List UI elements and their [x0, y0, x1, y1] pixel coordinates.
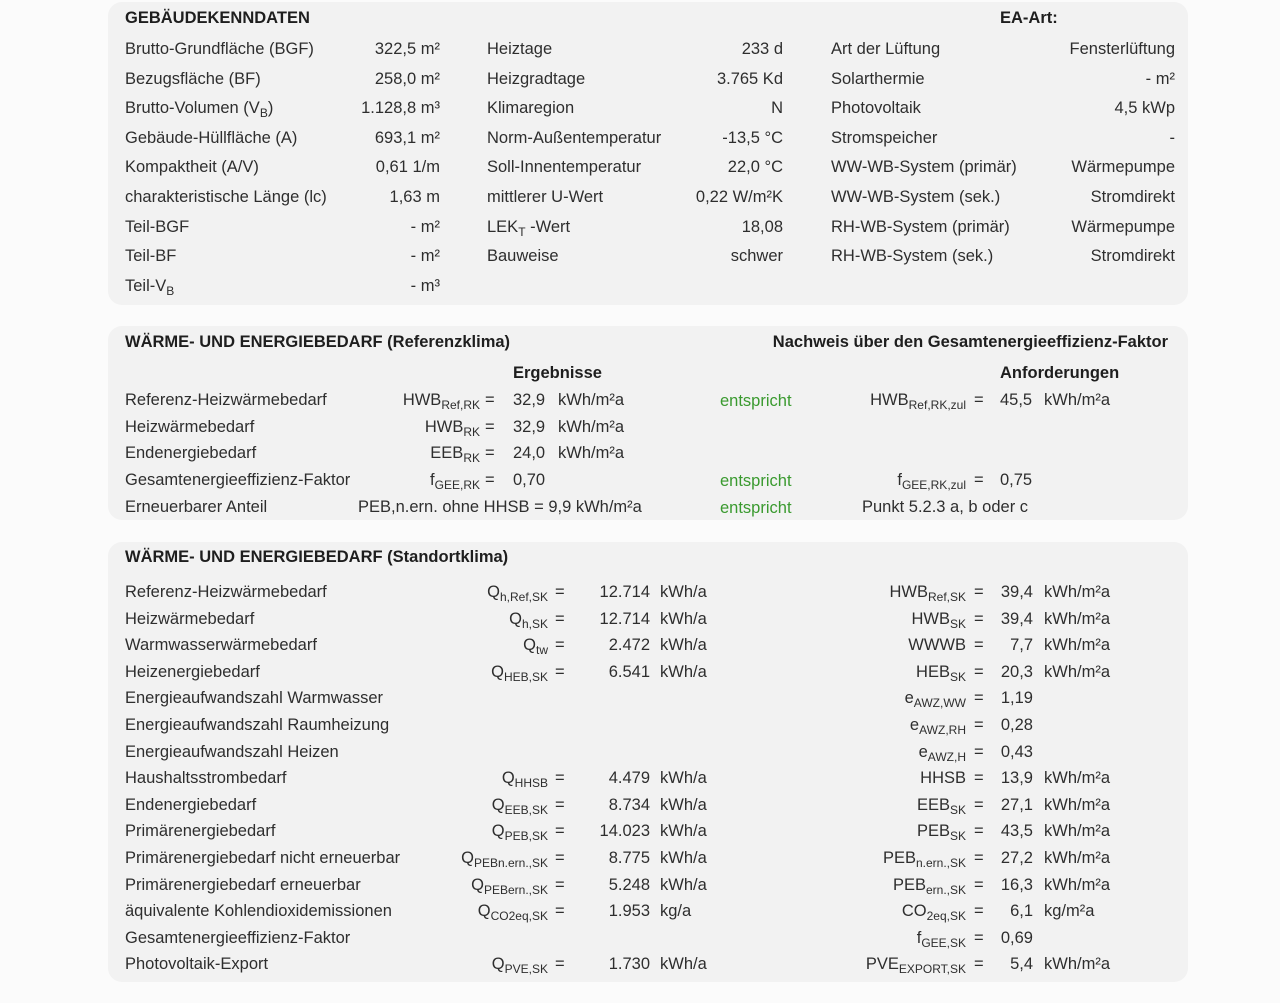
equals-sign: = [974, 769, 984, 788]
symbol-base: HWB [889, 583, 928, 601]
row-label [487, 69, 585, 89]
symbol-base: Q [477, 902, 491, 921]
result-symbol [425, 417, 480, 442]
absolute-value: 12.714 [599, 583, 650, 601]
row-value: 4,5 kWp [1114, 99, 1175, 118]
label-text: mittlerer U-Wert [487, 188, 604, 206]
symbol-base: WWWB [908, 636, 966, 655]
row-label: Endenergiebedarf [125, 795, 257, 814]
label-subscript: T [518, 224, 526, 239]
row-label [125, 39, 314, 59]
row-label [125, 157, 259, 177]
row-value: 0,61 1/m [375, 158, 440, 177]
absolute-value: 1.730 [608, 955, 650, 974]
row-label [831, 246, 993, 266]
row-label: Endenergiebedarf [125, 444, 257, 463]
equals-sign: = [485, 417, 495, 436]
row-label: Haushaltsstrombedarf [125, 769, 287, 788]
section-title: WÄRME- UND ENERGIEBEDARF (Referenzklima) [125, 333, 511, 351]
specific-symbol [910, 715, 966, 740]
specific-symbol [883, 848, 966, 873]
symbol-base: HWB [911, 609, 950, 628]
symbol-subscript: GEE,RK,zul [901, 478, 966, 493]
row-value: -13,5 °C [722, 128, 783, 147]
specific-value: 0,43 [1000, 742, 1033, 761]
symbol-subscript: CO2eq,SK [490, 909, 548, 924]
row-label: Primärenergiebedarf nicht erneuerbar [125, 849, 401, 867]
row-label [487, 39, 552, 59]
symbol-base: HWB [402, 391, 442, 409]
specific-symbol [917, 821, 966, 846]
label-text: Gebäude-Hüllfläche (A) [125, 128, 298, 147]
row-value: 233 d [741, 40, 783, 58]
equals-sign: = [555, 662, 565, 681]
symbol-subscript: RK [463, 451, 480, 466]
nachweis-title: Nachweis über den Gesamtenergieeffizienz-Faktor [772, 333, 1168, 351]
row-label: Referenz-Heizwärmebedarf [125, 391, 327, 409]
row-label [125, 217, 189, 237]
row-label: Energieaufwandszahl Heizen [125, 742, 339, 761]
symbol-base: e [909, 716, 920, 734]
label-text: RH-WB-System (sek.) [831, 247, 994, 266]
absolute-value: 1.953 [608, 902, 650, 921]
symbol-subscript: h,SK [521, 616, 548, 631]
symbol-base: PEB [916, 822, 950, 841]
requirement-symbol [870, 390, 966, 415]
label-text: Kompaktheit (A/V) [125, 158, 259, 177]
specific-symbol [908, 635, 966, 655]
row-label: Gesamtenergieeffizienz-Faktor [125, 928, 351, 947]
equals-sign: = [974, 902, 984, 921]
row-label: Photovoltaik-Export [125, 955, 269, 974]
symbol-subscript: 2eq,SK [926, 909, 966, 924]
label-text: LEK [487, 217, 519, 236]
row-label [125, 246, 176, 266]
row-label: Gesamtenergieeffizienz-Faktor [125, 471, 351, 490]
symbol-base: f [916, 928, 922, 947]
symbol-subscript: AWZ,RH [919, 723, 966, 737]
row-value: - m³ [410, 276, 440, 295]
symbol-base: Q [501, 769, 515, 788]
symbol-base: f [430, 471, 435, 490]
absolute-value: 8.734 [608, 795, 650, 814]
absolute-symbol [509, 609, 548, 634]
status-entspricht: entspricht [720, 392, 792, 410]
symbol-subscript: EXPORT,SK [898, 962, 966, 977]
label-text: Klimaregion [487, 99, 575, 118]
result-value: 32,9 [513, 417, 546, 436]
symbol-base: Q [491, 795, 505, 814]
equals-sign: = [485, 391, 495, 409]
symbol-subscript: GEE,RK [434, 478, 480, 493]
specific-value: 1,19 [1000, 689, 1033, 708]
symbol-subscript: n.ern.,SK [915, 856, 966, 870]
absolute-value: 14.023 [599, 822, 650, 841]
label-text: Norm-Außentemperatur [487, 128, 662, 147]
row-label: Referenz-Heizwärmebedarf [125, 583, 327, 601]
symbol-base: e [918, 742, 928, 761]
row-value: Stromdirekt [1090, 188, 1175, 206]
row-label [831, 98, 921, 118]
symbol-subscript: SK [949, 669, 966, 684]
absolute-unit: kg/a [660, 902, 692, 921]
specific-symbol [920, 768, 966, 788]
requirement-text: Punkt 5.2.3 a, b oder c [862, 497, 1029, 516]
row-label: Heizenergiebedarf [125, 662, 260, 681]
absolute-symbol [492, 954, 548, 979]
row-label: Primärenergiebedarf [125, 822, 276, 841]
symbol-subscript: Ref,RK,zul [908, 398, 966, 412]
symbol-base: PEB [892, 875, 926, 894]
row-value: 3.765 Kd [716, 69, 783, 88]
equals-sign: = [974, 955, 984, 974]
symbol-base: Q [523, 636, 536, 655]
absolute-value: 5.248 [608, 875, 650, 894]
row-label [125, 69, 261, 89]
specific-symbol [917, 795, 966, 820]
specific-unit: kWh/m²a [1044, 662, 1110, 681]
specific-symbol [889, 582, 966, 607]
symbol-subscript: PEB,SK [504, 829, 548, 844]
label-text: Teil-BF [125, 247, 177, 266]
symbol-subscript: Ref,RK [441, 398, 480, 412]
equals-sign: = [974, 391, 984, 409]
equals-sign: = [555, 875, 565, 894]
specific-value: 13,9 [1000, 769, 1033, 788]
row-value: - m² [410, 217, 440, 236]
symbol-subscript: SK [949, 616, 966, 631]
specific-symbol [917, 928, 966, 953]
gebaeudekenndaten-panel [108, 2, 1188, 305]
label-text: Photovoltaik [831, 99, 921, 118]
absolute-symbol [487, 582, 548, 607]
specific-unit: kWh/m²a [1044, 875, 1110, 894]
equals-sign: = [555, 902, 565, 921]
absolute-symbol [502, 768, 548, 793]
label-text: Bezugsfläche (BF) [125, 69, 261, 88]
row-label [487, 187, 603, 207]
specific-unit: kWh/m²a [1044, 849, 1110, 867]
specific-value: 27,1 [1000, 795, 1033, 814]
row-value: Fensterlüftung [1069, 40, 1175, 58]
label-end: ) [267, 99, 274, 118]
ea-art-label: EA-Art: [1000, 9, 1058, 27]
row-label [831, 128, 937, 148]
result-value: 0,70 [513, 471, 546, 490]
requirement-value: 0,75 [1000, 471, 1033, 490]
row-label [125, 187, 327, 207]
absolute-symbol [491, 662, 548, 687]
row-label [125, 276, 174, 301]
requirement-symbol [897, 470, 966, 495]
row-value: 18,08 [741, 217, 783, 236]
equals-sign: = [974, 689, 984, 708]
row-value: - m² [1145, 69, 1175, 88]
row-label [487, 157, 641, 177]
symbol-subscript: tw [536, 643, 548, 658]
label-text: Solarthermie [831, 69, 925, 88]
symbol-base: EEB [430, 444, 464, 463]
symbol-subscript: PEBn.ern.,SK [473, 856, 548, 870]
label-text: Bauweise [487, 247, 559, 266]
label-text: Teil-BGF [125, 217, 190, 236]
absolute-unit: kWh/a [660, 662, 707, 681]
result-symbol [430, 443, 480, 468]
specific-symbol [905, 688, 966, 713]
row-label [125, 128, 297, 148]
symbol-base: Q [509, 609, 522, 628]
row-value: schwer [730, 247, 783, 266]
result-value: 24,0 [513, 444, 546, 463]
row-label [487, 246, 559, 266]
absolute-symbol [461, 848, 548, 873]
label-text: Art der Lüftung [831, 40, 941, 58]
symbol-subscript: Ref,SK [927, 590, 966, 604]
specific-symbol [866, 954, 966, 979]
absolute-value: 2.472 [608, 636, 650, 655]
specific-value: 39,4 [1000, 583, 1033, 601]
row-value: 1,63 m [389, 188, 440, 206]
absolute-unit: kWh/a [660, 822, 707, 841]
specific-unit: kWh/m²a [1044, 609, 1110, 628]
status-entspricht: entspricht [720, 472, 792, 491]
symbol-subscript: EEB,SK [504, 802, 548, 817]
symbol-base: CO [901, 902, 927, 921]
symbol-subscript: ern.,SK [925, 882, 966, 897]
row-value: Wärmepumpe [1071, 217, 1175, 236]
row-label [487, 217, 570, 242]
absolute-symbol [492, 821, 548, 846]
specific-unit: kWh/m²a [1044, 769, 1110, 788]
symbol-base: f [897, 471, 902, 490]
symbol-subscript: h,Ref,SK [499, 590, 548, 604]
label-subscript: B [166, 283, 175, 298]
section-title: WÄRME- UND ENERGIEBEDARF (Standortklima) [125, 548, 509, 566]
specific-value: 0,28 [1000, 716, 1033, 734]
equals-sign: = [555, 822, 565, 841]
specific-unit: kWh/m²a [1044, 583, 1110, 601]
symbol-base: Q [487, 583, 500, 601]
absolute-value: 8.775 [608, 849, 650, 867]
row-value: N [771, 99, 783, 118]
absolute-unit: kWh/a [660, 955, 707, 974]
label-text: WW-WB-System (sek.) [831, 188, 1001, 206]
label-text: Heiztage [487, 40, 553, 58]
row-result-text: PEB,n.ern. ohne HHSB = 9,9 kWh/m²a [358, 497, 642, 516]
equals-sign: = [974, 928, 984, 947]
result-unit: kWh/m²a [558, 444, 624, 463]
specific-symbol [919, 742, 966, 767]
row-value: 258,0 m² [374, 69, 440, 88]
equals-sign: = [485, 471, 495, 490]
row-label [831, 69, 925, 89]
equals-sign: = [974, 875, 984, 894]
status-entspricht: entspricht [720, 498, 792, 517]
symbol-base: EEB [916, 795, 950, 814]
label-text: Soll-Innentemperatur [487, 158, 642, 177]
equals-sign: = [974, 822, 984, 841]
equals-sign: = [974, 742, 984, 761]
symbol-subscript: HEB,SK [503, 669, 548, 684]
result-value: 32,9 [513, 391, 546, 409]
specific-symbol [893, 875, 966, 900]
label-text: charakteristische Länge (lc) [125, 188, 327, 206]
absolute-symbol [471, 875, 548, 900]
absolute-symbol [523, 635, 548, 660]
symbol-subscript: GEE,SK [921, 935, 966, 950]
row-value: 22,0 °C [727, 158, 783, 177]
equals-sign: = [974, 583, 984, 601]
section-title: GEBÄUDEKENNDATEN [125, 9, 310, 27]
row-value: 322,5 m² [374, 40, 440, 58]
equals-sign: = [974, 849, 984, 867]
row-label: Energieaufwandszahl Warmwasser [125, 689, 383, 708]
row-label [125, 98, 273, 123]
label-text: Heizgradtage [487, 69, 586, 88]
row-label: Heizwärmebedarf [125, 609, 255, 628]
row-value: 0,22 W/m²K [695, 188, 783, 206]
label-text: Brutto-Grundfläche (BGF) [125, 40, 314, 58]
ergebnisse-header: Ergebnisse [513, 364, 602, 382]
equals-sign: = [974, 609, 984, 628]
equals-sign: = [974, 636, 984, 655]
absolute-unit: kWh/a [660, 609, 707, 628]
requirement-unit: kWh/m²a [1044, 391, 1110, 409]
symbol-subscript: SK [949, 829, 966, 844]
row-label: Heizwärmebedarf [125, 417, 255, 436]
absolute-symbol [478, 901, 548, 926]
specific-unit: kWh/m²a [1044, 822, 1110, 841]
row-value: 693,1 m² [374, 128, 440, 147]
symbol-subscript: HHSB [514, 776, 548, 791]
row-label: äquivalente Kohlendioxidemissionen [125, 902, 392, 921]
absolute-unit: kWh/a [660, 583, 707, 601]
row-value: 1.128,8 m³ [361, 99, 440, 118]
absolute-unit: kWh/a [660, 795, 707, 814]
specific-unit: kg/m²a [1044, 902, 1095, 921]
row-label: Warmwasserwärmebedarf [125, 636, 317, 655]
equals-sign: = [555, 583, 565, 601]
absolute-symbol [492, 795, 548, 820]
symbol-base: HWB [424, 417, 464, 436]
specific-unit: kWh/m²a [1044, 636, 1110, 655]
label-text: Stromspeicher [831, 128, 938, 147]
label-text: Brutto-Volumen (V [125, 99, 260, 118]
equals-sign: = [974, 795, 984, 814]
absolute-unit: kWh/a [660, 636, 707, 655]
label-end: -Wert [525, 217, 571, 236]
symbol-base: HWB [870, 391, 909, 409]
specific-unit: kWh/m²a [1044, 795, 1110, 814]
absolute-value: 4.479 [608, 769, 650, 788]
symbol-subscript: PVE,SK [504, 962, 548, 977]
specific-value: 39,4 [1000, 609, 1033, 628]
row-label [831, 157, 1017, 177]
symbol-base: Q [491, 662, 504, 681]
symbol-base: Q [471, 875, 484, 894]
requirement-value: 45,5 [1000, 391, 1033, 409]
specific-unit: kWh/m²a [1044, 955, 1110, 974]
equals-sign: = [555, 636, 565, 655]
row-label [831, 187, 1000, 207]
absolute-unit: kWh/a [660, 875, 707, 894]
equals-sign: = [974, 662, 984, 681]
label-text: WW-WB-System (primär) [831, 158, 1017, 177]
row-value: Wärmepumpe [1071, 158, 1175, 177]
symbol-base: PEB [882, 849, 916, 867]
symbol-base: Q [491, 955, 505, 974]
equals-sign: = [974, 471, 984, 490]
row-value: Stromdirekt [1090, 247, 1175, 266]
standortklima-panel [108, 542, 1188, 982]
specific-value: 43,5 [1000, 822, 1033, 841]
symbol-subscript: AWZ,H [927, 749, 966, 764]
result-unit: kWh/m²a [558, 417, 624, 436]
equals-sign: = [555, 609, 565, 628]
equals-sign: = [555, 769, 565, 788]
row-value: - [1169, 128, 1175, 147]
absolute-unit: kWh/a [660, 849, 707, 867]
specific-value: 6,1 [1010, 902, 1033, 921]
label-text: Teil-V [125, 276, 167, 295]
specific-value: 0,69 [1000, 928, 1033, 947]
result-symbol [430, 470, 480, 495]
specific-symbol [902, 901, 966, 926]
symbol-base: HEB [916, 662, 950, 681]
row-label: Erneuerbarer Anteil [125, 497, 268, 516]
referenzklima-panel [108, 326, 1188, 520]
symbol-subscript: PEBern.,SK [483, 882, 548, 897]
absolute-value: 12.714 [599, 609, 650, 628]
equals-sign: = [555, 795, 565, 814]
row-label [831, 217, 1010, 237]
symbol-base: PVE [865, 955, 899, 974]
equals-sign: = [974, 716, 984, 734]
label-text: RH-WB-System (primär) [831, 217, 1010, 236]
equals-sign: = [555, 955, 565, 974]
specific-value: 27,2 [1000, 849, 1033, 867]
specific-value: 7,7 [1010, 636, 1033, 655]
row-label [831, 39, 940, 59]
symbol-base: Q [461, 849, 474, 867]
specific-symbol [911, 609, 966, 634]
row-label: Energieaufwandszahl Raumheizung [125, 716, 390, 734]
symbol-subscript: AWZ,WW [913, 696, 966, 711]
equals-sign: = [485, 444, 495, 463]
symbol-base: HHSB [920, 769, 966, 788]
label-subscript: B [259, 106, 268, 121]
row-label: Primärenergiebedarf erneuerbar [125, 875, 361, 894]
absolute-value: 6.541 [608, 662, 650, 681]
specific-value: 16,3 [1000, 875, 1033, 894]
anforderungen-header: Anforderungen [1000, 364, 1120, 382]
absolute-unit: kWh/a [660, 769, 707, 788]
symbol-subscript: SK [949, 802, 966, 817]
row-value: - m² [410, 247, 440, 266]
result-symbol [403, 390, 480, 415]
specific-value: 20,3 [1000, 662, 1033, 681]
equals-sign: = [555, 849, 565, 867]
symbol-base: e [904, 689, 914, 708]
symbol-subscript: RK [463, 424, 480, 439]
specific-symbol [916, 662, 966, 687]
row-label [487, 128, 661, 148]
symbol-base: Q [491, 822, 505, 841]
row-label [487, 98, 574, 118]
result-unit: kWh/m²a [558, 391, 624, 409]
specific-value: 5,4 [1010, 955, 1033, 974]
